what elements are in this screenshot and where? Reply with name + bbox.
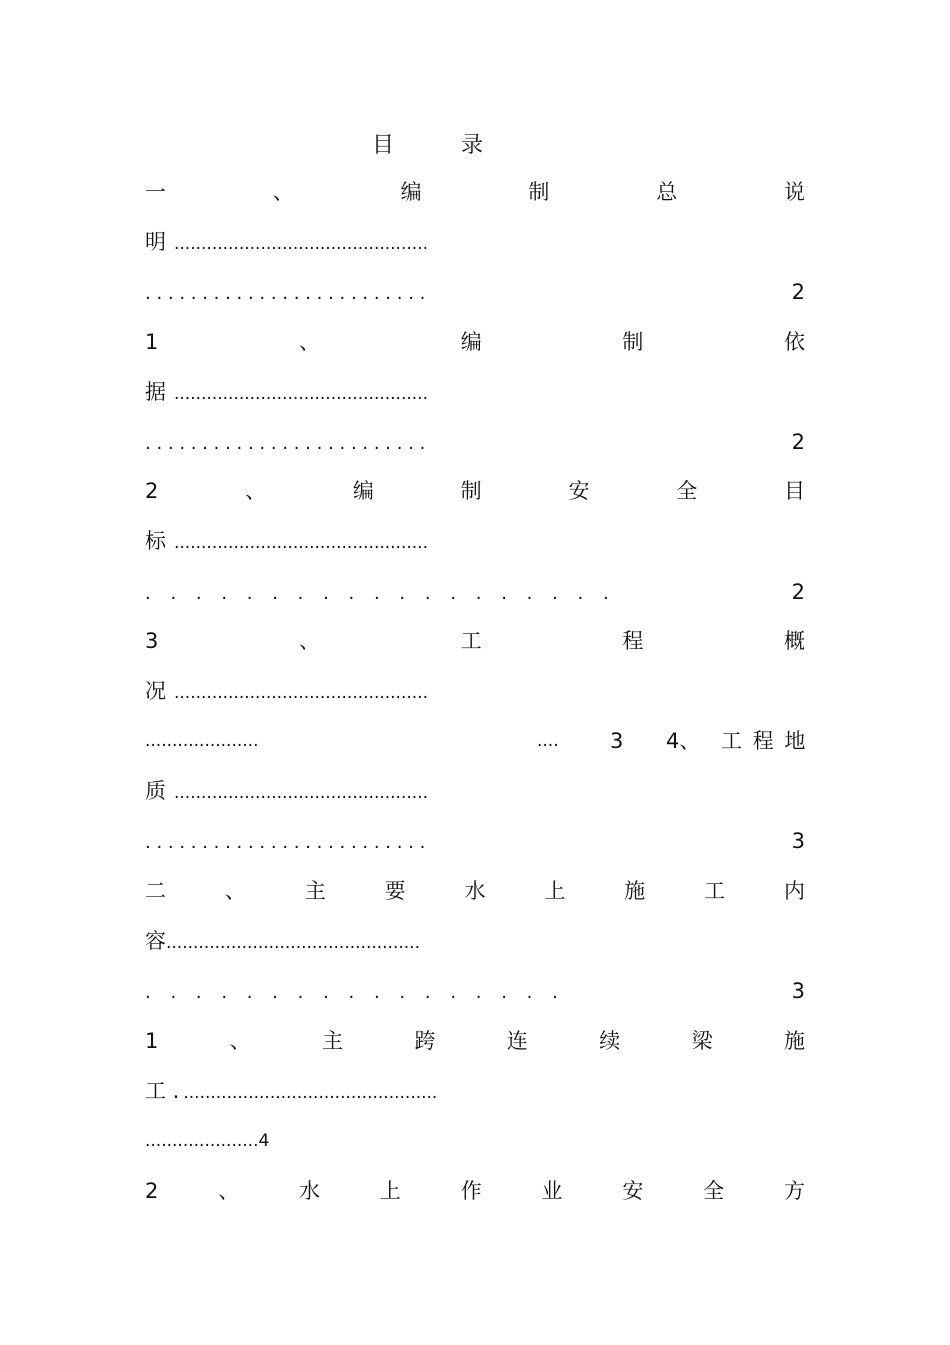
toc-char: 水 [464, 879, 486, 903]
toc-entry-5-number: 4、 [666, 729, 701, 753]
toc-char: 全 [676, 479, 698, 503]
toc-entry-1-continuation [145, 227, 805, 257]
toc-entry-1-heading [145, 177, 805, 207]
page-number: 3 [610, 729, 624, 753]
dot-leader: . . . . . . . . . . . . . . . . . . . . . . . . . [145, 283, 426, 304]
toc-char: 方 [784, 1179, 805, 1203]
dot-leader: ............................................... [166, 933, 420, 953]
toc-entry-7-tail [145, 1126, 805, 1156]
dot-leader: . . . . . . . . . . . . . . . . . [145, 982, 558, 1003]
toc-entry-4-heading [145, 626, 805, 656]
toc-entry-4-continuation [145, 676, 805, 706]
toc-char: 、 [299, 629, 321, 653]
toc-char: 目 [783, 479, 805, 503]
dot-leader: ............................................... [174, 533, 428, 553]
toc-char: 安 [568, 479, 590, 503]
toc-char: 安 [622, 1179, 644, 1203]
toc-char: 说 [783, 180, 805, 204]
toc-char: 制 [622, 330, 644, 354]
toc-title-char-2: 录 [461, 133, 484, 158]
toc-char: 容 [145, 929, 166, 953]
toc-char: 要 [384, 879, 406, 903]
toc-char: 概 [784, 629, 805, 653]
page-number: 2 [791, 580, 805, 604]
toc-char: 制 [460, 479, 482, 503]
toc-entry-6-heading [145, 876, 805, 906]
toc-char: 编 [352, 479, 374, 503]
toc-entry-7-heading [145, 1026, 805, 1056]
toc-char: 制 [528, 180, 550, 204]
toc-title-char-1: 目 [372, 133, 395, 158]
toc-char: 上 [379, 1179, 401, 1203]
toc-char: 2 [145, 1179, 159, 1203]
toc-entry-3-heading [145, 476, 805, 506]
toc-char: 编 [460, 330, 482, 354]
toc-entry-2-dots [145, 427, 805, 457]
toc-char: 梁 [691, 1029, 713, 1053]
toc-char: 水 [299, 1179, 321, 1203]
toc-entry-5-heading: 工 程 地 [721, 729, 808, 753]
dot-leader: ............................................... [174, 783, 428, 803]
toc-char: 标 [145, 529, 166, 553]
toc-entry-2-continuation [145, 377, 805, 407]
toc-entry-2-heading [145, 327, 805, 357]
toc-char: 主 [304, 879, 326, 903]
toc-char: 内 [784, 879, 805, 903]
toc-char: 据 [145, 380, 166, 404]
toc-char: 施 [624, 879, 646, 903]
toc-char: 、 [218, 1179, 240, 1203]
toc-entry-3-dots [145, 577, 805, 607]
toc-char: 作 [460, 1179, 482, 1203]
toc-char: 连 [506, 1029, 528, 1053]
toc-char: 、 [299, 330, 321, 354]
toc-char: 施 [784, 1029, 805, 1053]
toc-char: 工 [460, 629, 482, 653]
toc-char: 编 [400, 180, 422, 204]
dot-leader: . . . . . . . . . . . . . . . . . . . . . . . . . [145, 433, 426, 454]
dot-leader: ..................... [145, 731, 259, 751]
toc-char: 工 . [145, 1079, 180, 1103]
toc-char: 跨 [414, 1029, 436, 1053]
toc-char: 业 [541, 1179, 563, 1203]
dot-leader: . . . . . . . . . . . . . . . . . . . . . . . . . [145, 832, 426, 853]
dot-leader: ............................................... [183, 1083, 438, 1103]
dot-leader: ............................................... [174, 234, 428, 254]
toc-char: 一 [145, 180, 166, 204]
page-number: 3 [791, 979, 805, 1003]
toc-title [0, 128, 950, 158]
toc-char: 上 [544, 879, 566, 903]
toc-char: 全 [703, 1179, 725, 1203]
toc-entry-5-continuation [145, 776, 805, 806]
dot-leader: ............................................... [174, 683, 428, 703]
dot-leader: ............................................... [174, 384, 428, 404]
toc-entry-4-mixed-line [145, 726, 808, 756]
dot-leader-with-page: .....................4 [145, 1131, 270, 1151]
toc-char: 、 [245, 479, 267, 503]
toc-char: 、 [272, 180, 294, 204]
toc-entry-6-continuation [145, 926, 805, 956]
toc-char: 质 [145, 779, 166, 803]
toc-char: 1 [145, 330, 159, 354]
toc-entry-8-heading [145, 1176, 805, 1206]
toc-char: 续 [599, 1029, 621, 1053]
toc-entry-3-continuation [145, 526, 805, 556]
toc-char: 程 [622, 629, 644, 653]
toc-char: 、 [224, 879, 246, 903]
toc-entry-7-continuation [145, 1076, 805, 1106]
toc-entry-5-dots [145, 826, 805, 856]
toc-char: 1 [145, 1029, 159, 1053]
toc-char: 3 [145, 629, 159, 653]
page-number: 2 [791, 430, 805, 454]
toc-entry-1-dots [145, 277, 805, 307]
toc-char: 总 [656, 180, 678, 204]
toc-char: 2 [145, 479, 159, 503]
toc-char: 、 [229, 1029, 251, 1053]
dot-leader: . . . . . . . . . . . . . . . . . . . [145, 583, 609, 604]
page-number: 3 [791, 829, 805, 853]
toc-char: 依 [784, 330, 805, 354]
toc-char: 况 [145, 679, 166, 703]
toc-entry-6-dots [145, 976, 805, 1006]
toc-char: 主 [322, 1029, 344, 1053]
dot-leader: .... [537, 731, 559, 751]
page-number: 2 [791, 280, 805, 304]
toc-char: 工 [704, 879, 726, 903]
toc-char: 明 [145, 230, 166, 254]
toc-char: 二 [145, 879, 166, 903]
